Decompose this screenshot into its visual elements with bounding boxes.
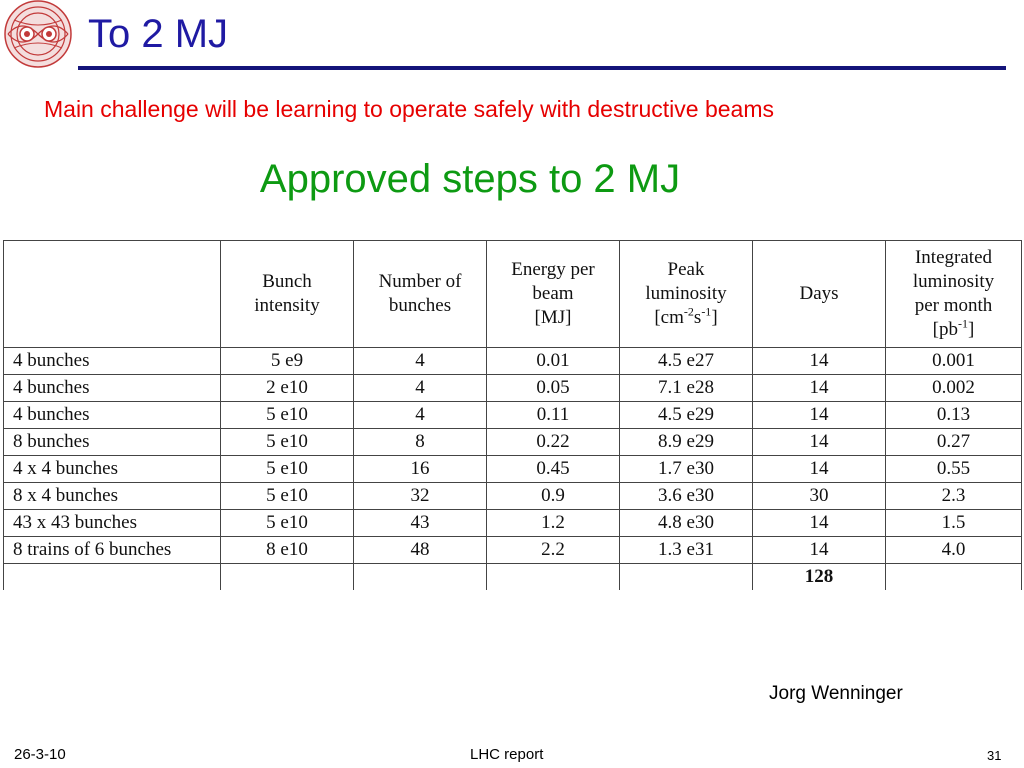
cell-energy: 0.01 xyxy=(487,348,620,375)
cell-case: 8 x 4 bunches xyxy=(4,483,221,510)
author-name: Jorg Wenninger xyxy=(769,683,903,704)
cell-case: 43 x 43 bunches xyxy=(4,510,221,537)
cell-integrated: 1.5 xyxy=(886,510,1022,537)
cell-days: 14 xyxy=(753,510,886,537)
cell-bunches: 8 xyxy=(354,429,487,456)
cell-integrated: 4.0 xyxy=(886,537,1022,564)
header-peak-luminosity: Peak luminosity $[cm^{-2}s^{-1}]$ xyxy=(620,241,753,348)
cell-bunches: 32 xyxy=(354,483,487,510)
cell-days: 14 xyxy=(753,348,886,375)
cell-energy: 0.45 xyxy=(487,456,620,483)
header-bunch-intensity: Bunch intensity xyxy=(221,241,354,348)
table-row xyxy=(4,429,1022,456)
cell-bunches: 43 xyxy=(354,510,487,537)
cell-intensity: 8 e10 xyxy=(221,537,354,564)
table-row xyxy=(4,375,1022,402)
cell-intensity: 5 e10 xyxy=(221,510,354,537)
cell-intensity: 5 e10 xyxy=(221,483,354,510)
table-row xyxy=(4,510,1022,537)
cell-bunches: 4 xyxy=(354,348,487,375)
cell-case: 4 bunches xyxy=(4,402,221,429)
header-days: Days xyxy=(753,241,886,348)
cell-peak: 8.9 e29 xyxy=(620,429,753,456)
table-row xyxy=(4,348,1022,375)
table-row xyxy=(4,402,1022,429)
cell-bunches: 4 xyxy=(354,375,487,402)
cell-intensity: 5 e10 xyxy=(221,402,354,429)
footer-report: LHC report xyxy=(470,746,544,763)
cell-days: 14 xyxy=(753,375,886,402)
cell-integrated: 0.27 xyxy=(886,429,1022,456)
cell-intensity: 2 e10 xyxy=(221,375,354,402)
cell-intensity: 5 e9 xyxy=(221,348,354,375)
footer-page-number: 31 xyxy=(987,748,1002,763)
cell-case: 4 x 4 bunches xyxy=(4,456,221,483)
cell-peak: 4.5 e27 xyxy=(620,348,753,375)
cell-integrated: 0.002 xyxy=(886,375,1022,402)
cell-peak: 1.7 e30 xyxy=(620,456,753,483)
table-total-row xyxy=(4,564,1022,591)
table-row xyxy=(4,537,1022,564)
cell-energy: 0.05 xyxy=(487,375,620,402)
table-row xyxy=(4,483,1022,510)
cell-integrated: 0.55 xyxy=(886,456,1022,483)
cell-integrated: 0.001 xyxy=(886,348,1022,375)
header-number-of-bunches: Number of bunches xyxy=(354,241,487,348)
cell-bunches: 48 xyxy=(354,537,487,564)
cell-days: 30 xyxy=(753,483,886,510)
cell-energy: 0.22 xyxy=(487,429,620,456)
cell-intensity: 5 e10 xyxy=(221,456,354,483)
challenge-text: Main challenge will be learning to operate safely with destructive beams xyxy=(44,96,775,122)
cell-bunches: 16 xyxy=(354,456,487,483)
footer-date: 26-3-10 xyxy=(14,746,66,763)
slide-title: To 2 MJ xyxy=(88,12,229,56)
cell-energy: 1.2 xyxy=(487,510,620,537)
cell-peak: 4.8 e30 xyxy=(620,510,753,537)
table-row xyxy=(4,456,1022,483)
cell-days: 14 xyxy=(753,537,886,564)
cell-bunches: 4 xyxy=(354,402,487,429)
cell-peak: 3.6 e30 xyxy=(620,483,753,510)
slide-subtitle: Approved steps to 2 MJ xyxy=(259,157,681,201)
cell-integrated: 0.13 xyxy=(886,402,1022,429)
header-energy-per-beam: Energy per beam [MJ] xyxy=(487,241,620,348)
cell-intensity: 5 e10 xyxy=(221,429,354,456)
table-header-row xyxy=(4,241,1022,348)
header-integrated-luminosity: Integrated luminosity per month $[pb^{-1}]$ xyxy=(886,241,1022,348)
cell-days: 14 xyxy=(753,402,886,429)
cell-peak: 4.5 e29 xyxy=(620,402,753,429)
cell-energy: 0.9 xyxy=(487,483,620,510)
cell-energy: 0.11 xyxy=(487,402,620,429)
cell-case: 4 bunches xyxy=(4,375,221,402)
cell-case: 8 trains of 6 bunches xyxy=(4,537,221,564)
cell-case: 4 bunches xyxy=(4,348,221,375)
total-days: 128 xyxy=(753,564,886,591)
cell-integrated: 2.3 xyxy=(886,483,1022,510)
steps-table xyxy=(3,240,1022,590)
cell-energy: 2.2 xyxy=(487,537,620,564)
header-case xyxy=(4,241,221,348)
cell-days: 14 xyxy=(753,456,886,483)
cell-peak: 1.3 e31 xyxy=(620,537,753,564)
lhc-dipole-logo-icon xyxy=(2,0,74,68)
cell-case: 8 bunches xyxy=(4,429,221,456)
cell-days: 14 xyxy=(753,429,886,456)
title-underline xyxy=(78,66,1006,70)
cell-peak: 7.1 e28 xyxy=(620,375,753,402)
